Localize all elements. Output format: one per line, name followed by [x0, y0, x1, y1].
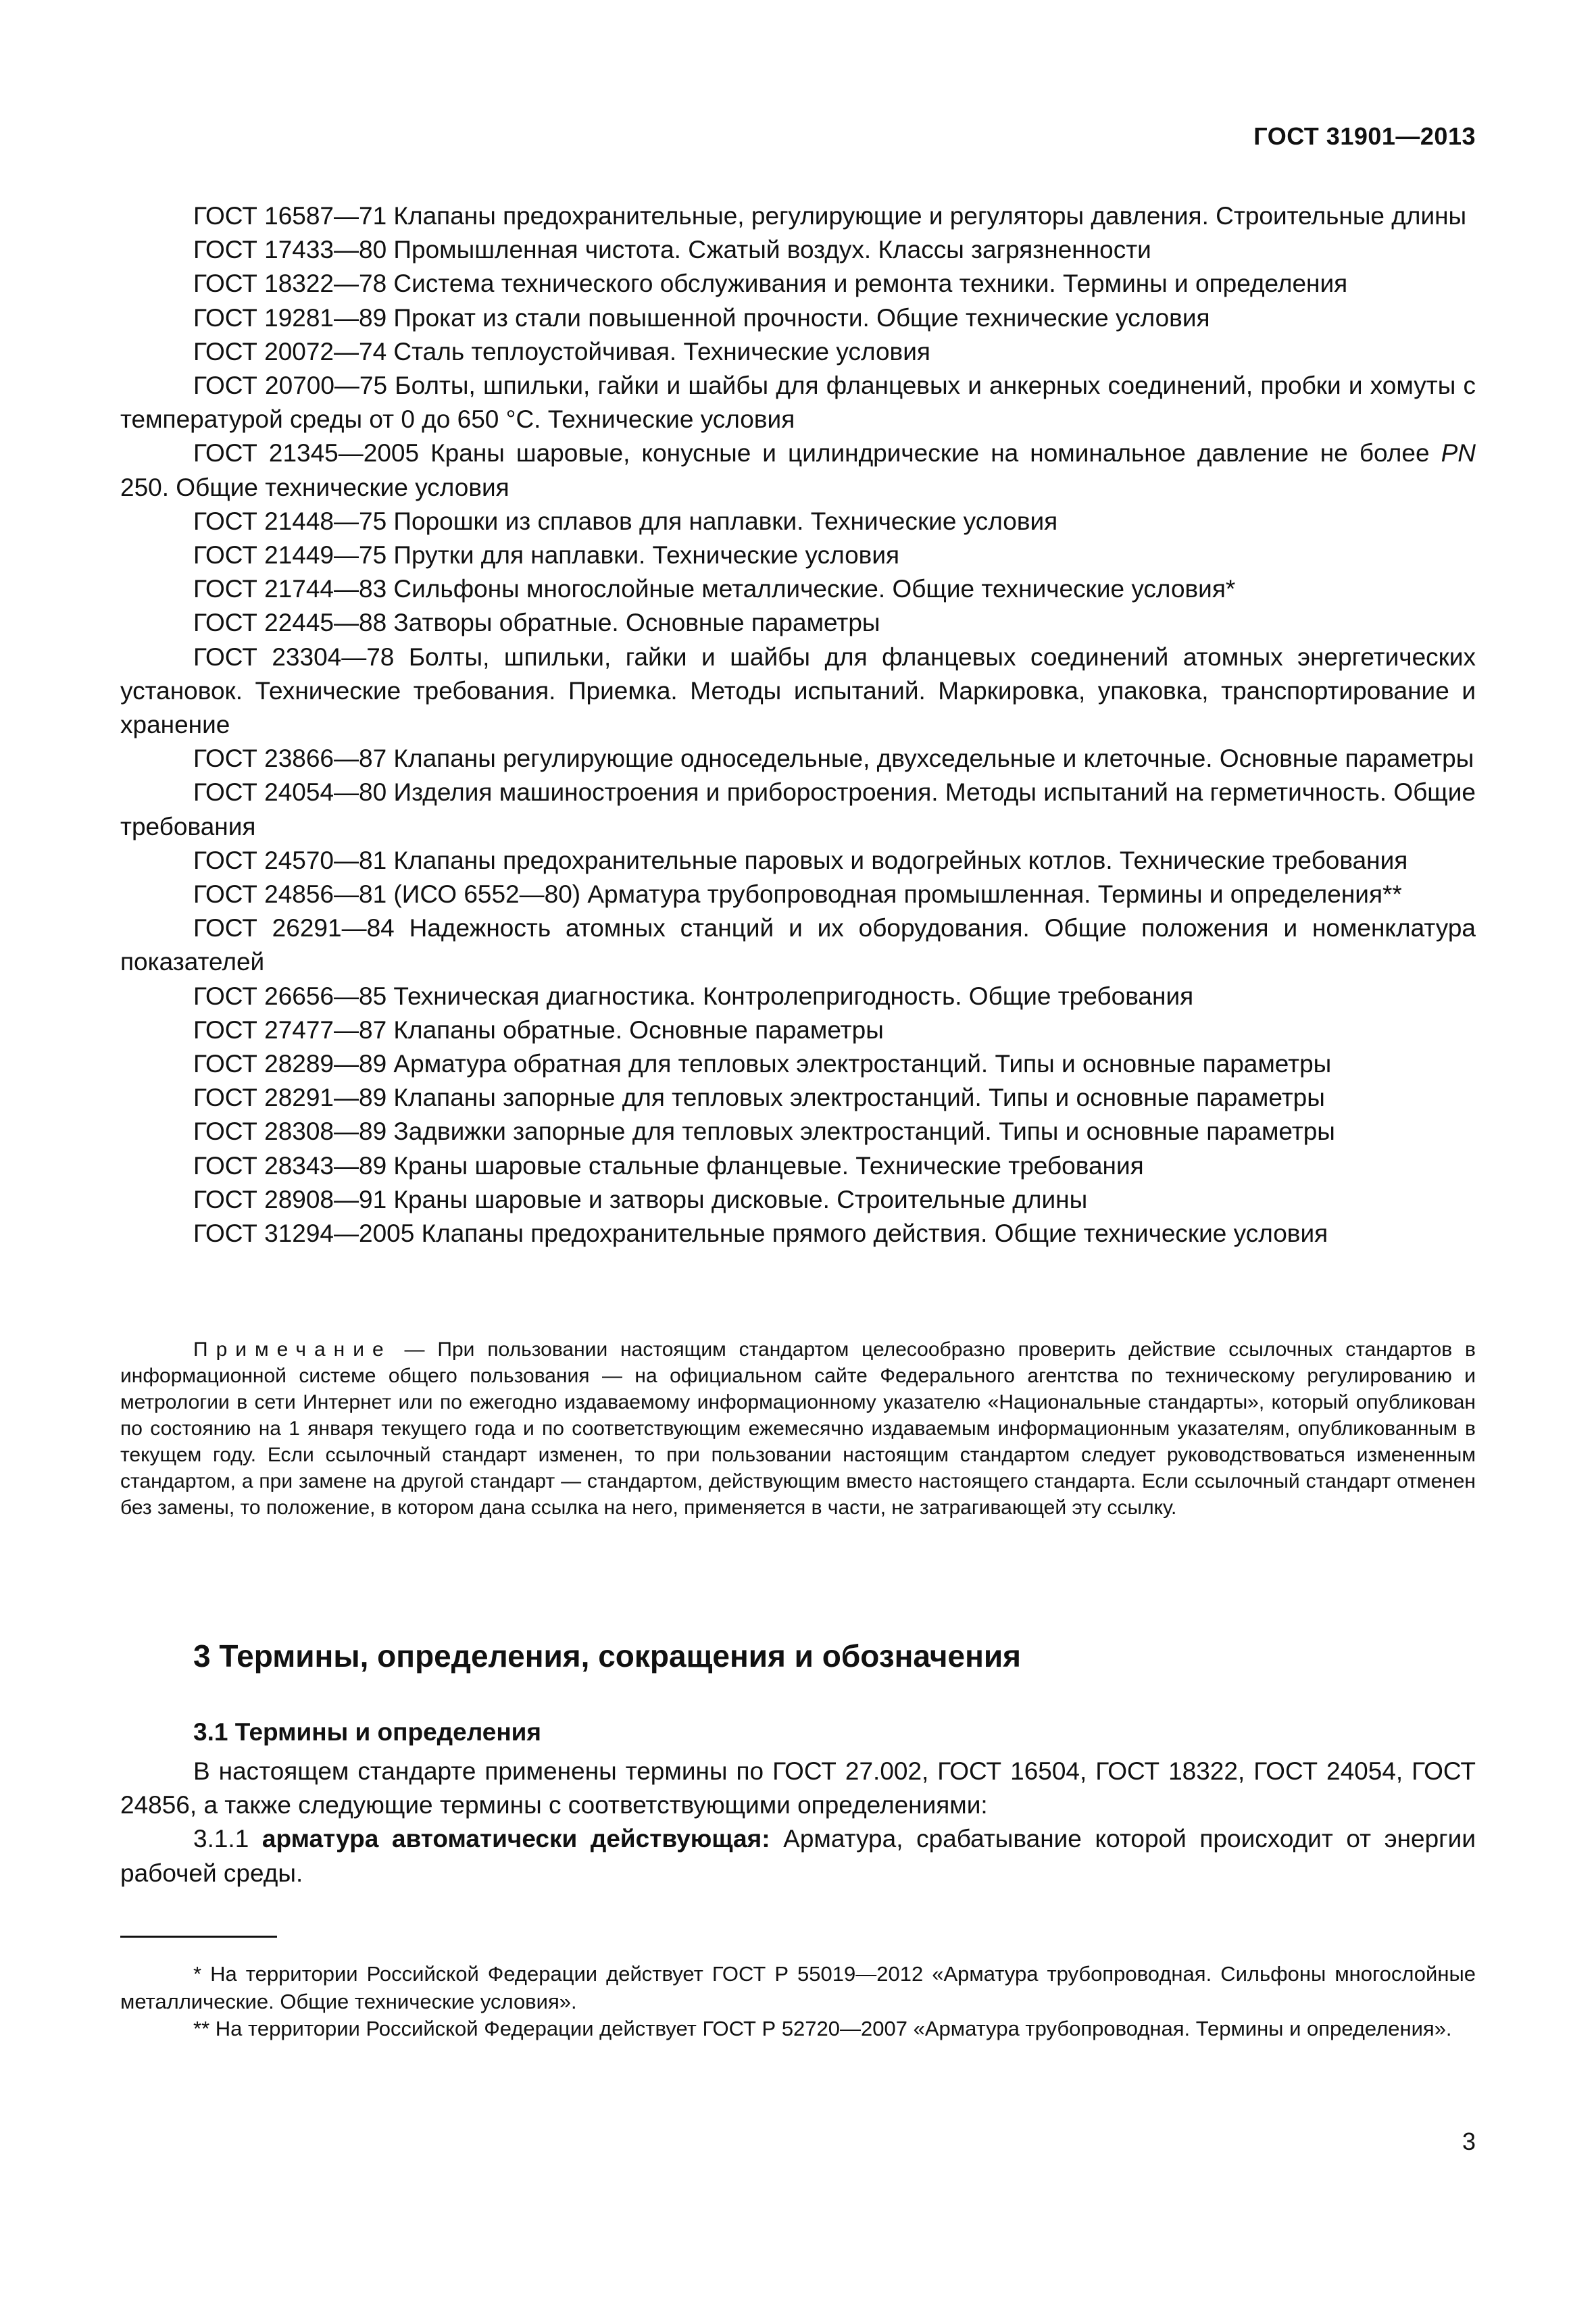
reference-text: ГОСТ 21345—2005 Краны шаровые, конусные и цилиндрические на номинальное давление не более	[193, 439, 1441, 468]
reference-item: ГОСТ 26656—85 Техническая диагностика. Контролепригодность. Общие требования	[193, 982, 1194, 1010]
terms-intro: В настоящем стандарте применены термины по ГОСТ 27.002, ГОСТ 16504, ГОСТ 18322, ГОСТ 24054, ГОСТ 24856, а также следующие термины с соответствующими определениями:	[120, 1757, 1476, 1819]
reference-item: ГОСТ 28908—91 Краны шаровые и затворы дисковые. Строительные длины	[193, 1185, 1088, 1213]
term-name: арматура автоматически действующая:	[261, 1825, 770, 1853]
footnote-divider	[120, 1936, 277, 1938]
terms-section	[120, 1755, 1476, 1890]
reference-item: ГОСТ 31294—2005 Клапаны предохранительные прямого действия. Общие технические условия	[193, 1219, 1328, 1248]
reference-item: ГОСТ 23866—87 Клапаны регулирующие односедельные, двухседельные и клеточные. Основные параметры	[193, 745, 1474, 773]
reference-item: ГОСТ 19281—89 Прокат из стали повышенной прочности. Общие технические условия	[193, 303, 1210, 332]
reference-item: ГОСТ 20700—75 Болты, шпильки, гайки и шайбы для фланцевых и анкерных соединений, пробки и хомуты с температурой среды от 0 до 650 °С. Технические условия	[120, 372, 1476, 434]
term-number: 3.1.1	[193, 1825, 262, 1853]
note-paragraph	[120, 1336, 1476, 1521]
note-block	[120, 1336, 1476, 1521]
note-text: — При пользовании настоящим стандартом целесообразно проверить действие ссылочных стандартов в информационной системе общего пользования — на официальном сайте Федерального агентства по техническому регулированию и метрологии в сети Интернет или по ежегодно издаваемому информационному указателю «Национальные стандарты», который опубликован по состоянию на 1 января текущего года и по соответствующим ежемесячно издаваемым информационным указателям, опубликованным в текущем году. Если ссылочный стандарт изменен, то при пользовании настоящим стандартом следует руководствоваться измененным стандартом, а при замене на другой стандарт — стандартом, действующим вместо настоящего стандарта. Если ссылочный стандарт отменен без замены, то положение, в котором дана ссылка на него, применяется в части, не затрагивающей эту ссылку.	[120, 1338, 1476, 1519]
reference-item: ГОСТ 20072—74 Сталь теплоустойчивая. Технические условия	[193, 337, 930, 366]
reference-item: ГОСТ 21744—83 Сильфоны многослойные металлические. Общие технические условия*	[193, 575, 1236, 603]
normative-references	[120, 199, 1476, 1251]
subsection-heading: 3.1 Термины и определения	[193, 1718, 542, 1746]
reference-item: ГОСТ 17433—80 Промышленная чистота. Сжатый воздух. Классы загрязненности	[193, 236, 1151, 264]
term-text: Арматура, срабатывание которой происходит от энергии рабочей среды.	[120, 1825, 1476, 1887]
note-label: Примечание	[193, 1338, 392, 1361]
reference-item: ГОСТ 21448—75 Порошки из сплавов для наплавки. Технические условия	[193, 507, 1058, 535]
term-definition	[120, 1822, 1476, 1890]
reference-item: ГОСТ 28289—89 Арматура обратная для тепловых электростанций. Типы и основные параметры	[193, 1050, 1332, 1078]
reference-item: ГОСТ 21449—75 Прутки для наплавки. Технические условия	[193, 541, 900, 570]
reference-item: ГОСТ 24570—81 Клапаны предохранительные паровых и водогрейных котлов. Технические требования	[193, 846, 1408, 874]
reference-text: 250. Общие технические условия	[120, 473, 509, 501]
reference-item: ГОСТ 22445—88 Затворы обратные. Основные параметры	[193, 609, 880, 637]
reference-item: ГОСТ 28291—89 Клапаны запорные для тепловых электростанций. Типы и основные параметры	[193, 1084, 1325, 1112]
reference-item: ГОСТ 24054—80 Изделия машиностроения и приборостроения. Методы испытаний на герметичность. Общие требования	[120, 778, 1476, 840]
footnotes	[120, 1961, 1476, 2043]
document-header: ГОСТ 31901—2013	[1253, 122, 1476, 150]
reference-item	[120, 436, 1476, 504]
reference-item: ГОСТ 18322—78 Система технического обслуживания и ремонта техники. Термины и определения	[193, 270, 1348, 298]
reference-italic: PN	[1441, 439, 1476, 468]
reference-item: ГОСТ 16587—71 Клапаны предохранительные, регулирующие и регуляторы давления. Строительные длины	[193, 202, 1467, 230]
footnote: * На территории Российской Федерации действует ГОСТ Р 55019—2012 «Арматура трубопроводная. Сильфоны многослойные металлические. Общие технические условия».	[120, 1962, 1476, 2013]
reference-item: ГОСТ 28343—89 Краны шаровые стальные фланцевые. Технические требования	[193, 1151, 1144, 1180]
reference-item: ГОСТ 28308—89 Задвижки запорные для тепловых электростанций. Типы и основные параметры	[193, 1117, 1335, 1146]
section-heading: 3 Термины, определения, сокращения и обозначения	[193, 1638, 1021, 1674]
page-number: 3	[1462, 2128, 1476, 2155]
footnote: ** На территории Российской Федерации действует ГОСТ Р 52720—2007 «Арматура трубопроводная. Термины и определения».	[193, 2017, 1452, 2040]
reference-item: ГОСТ 24856—81 (ИСО 6552—80) Арматура трубопроводная промышленная. Термины и определения**	[193, 880, 1402, 909]
reference-item: ГОСТ 26291—84 Надежность атомных станций и их оборудования. Общие положения и номенклатура показателей	[120, 914, 1476, 976]
reference-item: ГОСТ 23304—78 Болты, шпильки, гайки и шайбы для фланцевых соединений атомных энергетических установок. Технические требования. Приемка. Методы испытаний. Маркировка, упаковка, транспортирование и хранение	[120, 643, 1476, 739]
reference-item: ГОСТ 27477—87 Клапаны обратные. Основные параметры	[193, 1015, 884, 1044]
